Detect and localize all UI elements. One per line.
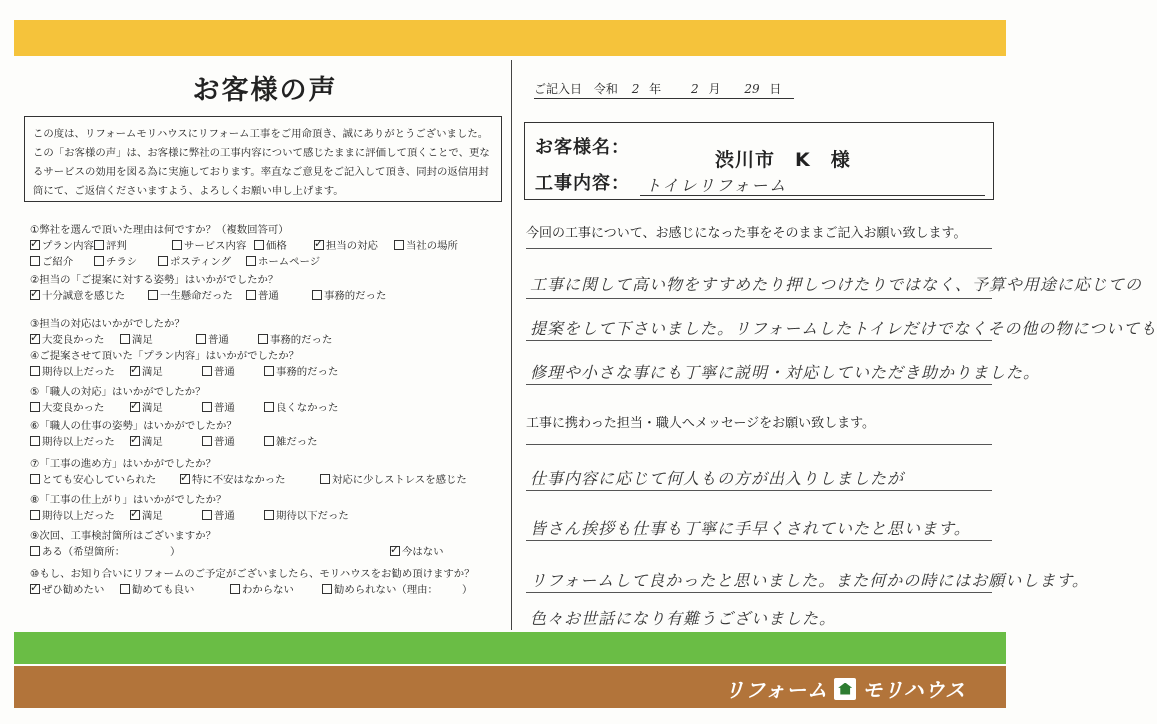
option-label: 普通 <box>214 366 235 378</box>
checkbox-option[interactable] <box>30 582 120 598</box>
comment-lines <box>526 240 1157 400</box>
option-row <box>30 238 500 254</box>
option-label: 期待以上だった <box>42 436 115 448</box>
option-label: とても安心していられた <box>42 474 157 486</box>
checkbox-icon[interactable] <box>158 256 168 266</box>
option-row <box>30 364 500 380</box>
option-label: 対応に少しストレスを感じた <box>332 474 467 486</box>
date-year-unit: 年 <box>649 82 662 96</box>
checkbox-option[interactable] <box>246 254 336 270</box>
option-label: 一生懸命だった <box>160 290 233 302</box>
checkbox-option[interactable] <box>246 288 312 304</box>
checkbox-option[interactable] <box>130 508 202 524</box>
checkbox-option[interactable] <box>202 434 264 450</box>
intro-line: この度は、リフォームモリハウスにリフォーム工事をご用命頂き、誠にありがとうございました。 <box>33 128 489 140</box>
question-text: ⑨次回、工事検討箇所はございますか？ <box>30 530 216 542</box>
option-label: 満足 <box>142 436 163 448</box>
ruled-line <box>526 490 992 491</box>
option-label: 事務的だった <box>276 366 339 378</box>
checkbox-option[interactable] <box>120 332 196 348</box>
checkbox-icon[interactable] <box>180 474 190 484</box>
question-text: ⑦「工事の進め方」はいかがでしたか？ <box>30 458 216 470</box>
option-label: 普通 <box>214 510 235 522</box>
ruled-line <box>526 298 992 299</box>
checkbox-option[interactable] <box>202 508 264 524</box>
checkbox-icon[interactable] <box>320 474 330 484</box>
checkbox-icon[interactable] <box>120 334 130 344</box>
checkbox-option[interactable] <box>30 434 130 450</box>
checkbox-option[interactable] <box>230 582 322 598</box>
checkbox-option[interactable] <box>30 544 170 560</box>
option-label: 勧めても良い <box>132 584 195 596</box>
checkbox-icon[interactable] <box>30 256 40 266</box>
checkbox-option[interactable] <box>30 288 148 304</box>
question-text: ⑤「職人の対応」はいかがでしたか？ <box>30 386 206 398</box>
entry-date <box>534 80 794 99</box>
checkbox-icon[interactable] <box>30 474 40 484</box>
ruled-line <box>526 248 992 249</box>
option-label: 満足 <box>142 366 163 378</box>
question-text: ⑧「工事の仕上がり」はいかがでしたか？ <box>30 494 227 506</box>
checkbox-option[interactable] <box>312 288 402 304</box>
checkbox-option[interactable] <box>158 254 246 270</box>
message-line: 皆さん挨拶も仕事も丁寧に手早くされていたと思います。 <box>530 519 971 538</box>
checkbox-icon[interactable] <box>390 546 400 556</box>
date-year: 2 <box>631 82 640 96</box>
checkbox-option[interactable] <box>180 472 320 488</box>
comment-line: 修理や小さな事にも丁寧に説明・対応していただき助かりました。 <box>530 363 1041 382</box>
checkbox-icon[interactable] <box>172 240 182 250</box>
option-label: 雑だった <box>276 436 318 448</box>
option-label: 大変良かった <box>42 402 105 414</box>
checkbox-icon[interactable] <box>94 256 104 266</box>
question-8 <box>30 492 500 524</box>
checkbox-option[interactable] <box>94 238 172 254</box>
question-1 <box>30 222 500 270</box>
checkbox-option[interactable] <box>320 472 490 488</box>
question-6 <box>30 418 500 450</box>
option-label: ポスティング <box>170 256 232 268</box>
ruled-line <box>526 592 992 593</box>
date-month: 2 <box>691 82 699 96</box>
checkbox-option[interactable] <box>130 400 202 416</box>
checkbox-icon[interactable] <box>130 402 140 412</box>
option-row <box>30 582 500 598</box>
checkbox-icon[interactable] <box>246 290 256 300</box>
work-content-label: 工事内容： <box>535 173 630 194</box>
footer-green-bar <box>14 632 1006 664</box>
option-label: ） <box>170 546 181 558</box>
option-label: 満足 <box>132 334 153 346</box>
question-4 <box>30 348 500 380</box>
checkbox-icon[interactable] <box>202 402 212 412</box>
checkbox-option[interactable] <box>264 400 354 416</box>
option-label: 十分誠意を感じた <box>42 290 126 302</box>
option-label: わからない <box>242 584 294 596</box>
work-content: トイレリフォーム <box>645 176 788 195</box>
option-label: 満足 <box>142 510 163 522</box>
option-label: 当社の場所 <box>406 240 458 252</box>
footer-brown-bar <box>14 666 1006 708</box>
message-line: 色々お世話になり有難うございました。 <box>530 609 837 628</box>
question-text: ②担当の「ご提案に対する姿勢」はいかがでしたか？ <box>30 274 279 286</box>
checkbox-icon[interactable] <box>314 240 324 250</box>
option-label: 期待以上だった <box>42 366 115 378</box>
option-label: 担当の対応 <box>326 240 378 252</box>
option-row <box>30 472 500 488</box>
option-label: 期待以下だった <box>276 510 349 522</box>
checkbox-icon[interactable] <box>196 334 206 344</box>
checkbox-icon[interactable] <box>202 510 212 520</box>
option-label: 普通 <box>208 334 229 346</box>
option-row <box>30 400 500 416</box>
checkbox-icon[interactable] <box>30 240 40 250</box>
top-yellow-bar <box>14 20 1006 56</box>
checkbox-option[interactable] <box>130 434 202 450</box>
option-row <box>30 434 500 450</box>
checkbox-option[interactable] <box>264 508 374 524</box>
option-row <box>30 508 500 524</box>
checkbox-icon[interactable] <box>30 290 40 300</box>
checkbox-icon[interactable] <box>30 436 40 446</box>
ruled-line <box>526 384 992 385</box>
checkbox-icon[interactable] <box>202 436 212 446</box>
option-label: 普通 <box>258 290 279 302</box>
option-label: 期待以上だった <box>42 510 115 522</box>
question-text: ④ご提案させて頂いた「プラン内容」はいかがでしたか？ <box>30 350 300 362</box>
question-text: ①弊社を選んで頂いた理由は何ですか？（複数回答可） <box>30 224 289 236</box>
intro-box <box>24 116 502 202</box>
checkbox-icon[interactable] <box>258 334 268 344</box>
comment-line: 提案をして下さいました。リフォームしたトイレだけでなくその他の物についても <box>530 319 1157 338</box>
option-label: 価格 <box>266 240 287 252</box>
date-day-unit: 日 <box>769 82 782 96</box>
checkbox-option[interactable] <box>390 544 470 560</box>
checkbox-icon[interactable] <box>148 290 158 300</box>
intro-line: 筒にて、ご返信くださいますよう、よろしくお願い申し上げます。 <box>33 185 344 197</box>
option-row <box>30 288 500 304</box>
checkbox-option[interactable] <box>30 508 130 524</box>
checkbox-icon[interactable] <box>322 584 332 594</box>
option-label: サービス内容 <box>184 240 247 252</box>
date-day: 29 <box>744 82 760 96</box>
question-5 <box>30 384 500 416</box>
company-logo <box>724 674 966 703</box>
checkbox-option[interactable] <box>258 332 348 348</box>
question-text: ⑩もし、お知り合いにリフォームのご予定がございましたら、モリハウスをお勧め頂けますか？ <box>30 568 475 580</box>
checkbox-icon[interactable] <box>230 584 240 594</box>
checkbox-icon[interactable] <box>264 510 274 520</box>
checkbox-option[interactable] <box>322 582 462 598</box>
checkbox-icon[interactable] <box>264 366 274 376</box>
ruled-line <box>526 444 992 445</box>
option-label: 良くなかった <box>276 402 339 414</box>
checkbox-option[interactable] <box>30 400 130 416</box>
checkbox-icon[interactable] <box>30 334 40 344</box>
question-7 <box>30 456 500 488</box>
checkbox-option[interactable] <box>94 254 158 270</box>
page-title: お客様の声 <box>192 75 338 106</box>
checkbox-option[interactable] <box>30 472 180 488</box>
question-3 <box>30 316 500 348</box>
checkbox-option[interactable] <box>30 254 94 270</box>
option-label: ある（希望箇所： <box>42 546 126 558</box>
column-divider <box>511 60 512 630</box>
customer-box <box>524 122 994 200</box>
option-label: 評判 <box>106 240 127 252</box>
option-label: ホームページ <box>258 256 321 268</box>
comment-prompt: 今回の工事について、お感じになった事をそのままご記入お願い致します。 <box>526 226 967 241</box>
option-row <box>30 332 500 348</box>
checkbox-icon[interactable] <box>30 402 40 412</box>
option-label: プラン内容 <box>42 240 94 252</box>
house-logo-icon <box>834 678 856 700</box>
checkbox-icon[interactable] <box>130 366 140 376</box>
customer-name-label: お客様名： <box>535 137 630 158</box>
work-underline <box>640 195 985 196</box>
option-label: 普通 <box>214 402 235 414</box>
option-label: 特に不安はなかった <box>192 474 286 486</box>
checkbox-icon[interactable] <box>120 584 130 594</box>
checkbox-option[interactable] <box>202 400 264 416</box>
question-10 <box>30 566 500 598</box>
checkbox-option[interactable] <box>30 364 130 380</box>
date-month-unit: 月 <box>708 82 721 96</box>
checkbox-option[interactable] <box>202 364 264 380</box>
comment-line: 工事に関して高い物をすすめたり押しつけたりではなく、予算や用途に応じての <box>530 275 1142 294</box>
checkbox-icon[interactable] <box>30 366 40 376</box>
option-label: チラシ <box>106 256 138 268</box>
option-label: 満足 <box>142 402 163 414</box>
option-label: 事務的だった <box>324 290 387 302</box>
message-line: 仕事内容に応じて何人もの方が出入りしましたが <box>530 469 905 488</box>
option-label: 大変良かった <box>42 334 105 346</box>
ruled-line <box>526 340 992 341</box>
option-label: ご紹介 <box>42 256 74 268</box>
option-label: 事務的だった <box>270 334 333 346</box>
checkbox-option[interactable] <box>254 238 314 254</box>
message-line: リフォームして良かったと思いました。また何かの時にはお願いします。 <box>530 571 1089 590</box>
question-text: ③担当の対応はいかがでしたか？ <box>30 318 185 330</box>
option-label: 勧められない（理由： <box>334 584 438 596</box>
checkbox-icon[interactable] <box>394 240 404 250</box>
intro-line: この「お客様の声」は、お客様に弊社の工事内容について感じたままに評価して頂くことで、更な <box>33 147 490 159</box>
message-lines <box>526 436 1089 630</box>
checkbox-icon[interactable] <box>130 510 140 520</box>
question-9 <box>30 528 500 560</box>
checkbox-icon[interactable] <box>30 546 40 556</box>
checkbox-icon[interactable] <box>254 240 264 250</box>
option-label: ぜひ勧めたい <box>42 584 105 596</box>
checkbox-option[interactable] <box>314 238 394 254</box>
question-text: ⑥「職人の仕事の姿勢」はいかがでしたか？ <box>30 420 237 432</box>
intro-line: るサービスの効用を図る為に実施しております。率直なご意見をご記入して頂き、同封の返信用封 <box>33 166 489 178</box>
checkbox-option[interactable] <box>148 288 246 304</box>
checkbox-icon[interactable] <box>312 290 322 300</box>
checkbox-option[interactable] <box>30 332 120 348</box>
date-label: ご記入日 <box>534 82 583 96</box>
checkbox-option[interactable] <box>130 364 202 380</box>
checkbox-icon[interactable] <box>264 402 274 412</box>
checkbox-icon[interactable] <box>30 510 40 520</box>
checkbox-option[interactable] <box>196 332 258 348</box>
checkbox-option[interactable] <box>264 364 354 380</box>
option-row <box>30 254 500 270</box>
option-text <box>170 544 390 560</box>
checkbox-option[interactable] <box>172 238 254 254</box>
logo-text-right: モリハウス <box>862 678 966 702</box>
checkbox-option[interactable] <box>30 238 94 254</box>
option-label: 今はない <box>402 546 444 558</box>
option-label: 普通 <box>214 436 235 448</box>
logo-text-left: リフォーム <box>724 678 829 702</box>
option-text <box>462 582 492 598</box>
checkbox-icon[interactable] <box>264 436 274 446</box>
question-2 <box>30 272 500 304</box>
checkbox-option[interactable] <box>264 434 354 450</box>
checkbox-icon[interactable] <box>94 240 104 250</box>
option-row <box>30 544 500 560</box>
date-era: 令和 <box>593 82 618 96</box>
checkbox-option[interactable] <box>120 582 230 598</box>
option-label: ） <box>462 584 473 596</box>
message-prompt: 工事に携わった担当・職人へメッセージをお願い致します。 <box>526 416 876 431</box>
customer-name: 渋川市 K 様 <box>715 149 851 171</box>
checkbox-icon[interactable] <box>30 584 40 594</box>
checkbox-icon[interactable] <box>130 436 140 446</box>
ruled-line <box>526 540 992 541</box>
checkbox-icon[interactable] <box>202 366 212 376</box>
checkbox-icon[interactable] <box>246 256 256 266</box>
checkbox-option[interactable] <box>394 238 464 254</box>
